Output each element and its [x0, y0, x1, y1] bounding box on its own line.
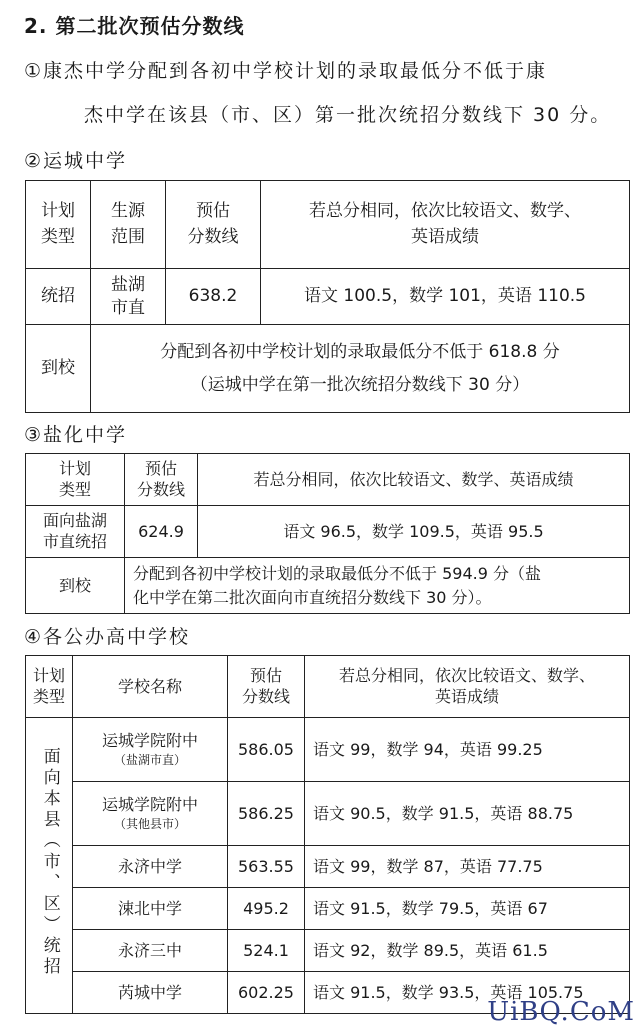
header-cell: 计划 类型 [26, 181, 91, 269]
yuncheng-score-table [25, 180, 630, 413]
plan-type-cell: 到校 [26, 325, 91, 413]
table-row [26, 846, 630, 888]
allocation-cell: 分配到各初中学校计划的录取最低分不低于 618.8 分 （运城中学在第一批次统招分数线下 30 分） [91, 325, 630, 413]
tiebreak-cell: 语文 92，数学 89.5，英语 61.5 [305, 930, 630, 972]
school-name-cell: 涑北中学 [73, 888, 228, 930]
score-cell: 524.1 [228, 930, 305, 972]
section-title-yanhua: ③盐化中学 [24, 424, 128, 446]
table-row [26, 558, 630, 614]
section-heading: 2. 第二批次预估分数线 [24, 14, 245, 38]
score-cell: 495.2 [228, 888, 305, 930]
header-cell: 预估 分数线 [125, 454, 198, 506]
score-cell: 638.2 [166, 269, 261, 325]
watermark-logo: UiBQ.CoM [487, 997, 635, 1027]
header-cell: 学校名称 [73, 656, 228, 718]
plan-type-cell: 统招 [26, 269, 91, 325]
score-cell: 602.25 [228, 972, 305, 1014]
section-title-yuncheng: ②运城中学 [24, 150, 128, 172]
table-header-row [26, 454, 630, 506]
source-range-cell: 盐湖 市直 [91, 269, 166, 325]
header-cell: 计划 类型 [26, 454, 125, 506]
table-row [26, 930, 630, 972]
yanhua-score-table [25, 453, 630, 614]
tiebreak-cell: 语文 91.5，数学 79.5，英语 67 [305, 888, 630, 930]
header-cell: 若总分相同，依次比较语文、数学、 英语成绩 [305, 656, 630, 718]
score-cell: 586.05 [228, 718, 305, 782]
school-name-cell: 永济三中 [73, 930, 228, 972]
plan-type-cell: 面向本县（市、区）统招 [26, 718, 73, 1014]
section-title-public-schools: ④各公办高中学校 [24, 626, 191, 648]
tiebreak-cell: 语文 96.5，数学 109.5，英语 95.5 [198, 506, 630, 558]
table-row [26, 325, 630, 413]
intro-line-1: ①康杰中学分配到各初中学校计划的录取最低分不低于康 [24, 60, 548, 82]
table-row [26, 506, 630, 558]
header-cell: 预估 分数线 [166, 181, 261, 269]
table-row [26, 269, 630, 325]
school-name-cell: 芮城中学 [73, 972, 228, 1014]
table-row [26, 718, 630, 782]
score-cell: 624.9 [125, 506, 198, 558]
table-header-row [26, 656, 630, 718]
header-cell: 生源 范围 [91, 181, 166, 269]
school-name-cell: 运城学院附中 （其他县市） [73, 782, 228, 846]
tiebreak-cell: 语文 91.5，数学 93.5，英语 105.75 [305, 972, 630, 1014]
header-cell: 计划 类型 [26, 656, 73, 718]
header-cell: 若总分相同，依次比较语文、数学、 英语成绩 [261, 181, 630, 269]
score-cell: 586.25 [228, 782, 305, 846]
header-cell: 若总分相同，依次比较语文、数学、英语成绩 [198, 454, 630, 506]
allocation-cell: 分配到各初中学校计划的录取最低分不低于 594.9 分（盐 化中学在第二批次面向市直统招分数线下 30 分）。 [125, 558, 630, 614]
header-cell: 预估 分数线 [228, 656, 305, 718]
table-row [26, 888, 630, 930]
intro-line-2: 杰中学在该县（市、区）第一批次统招分数线下 30 分。 [84, 104, 612, 126]
plan-type-cell: 到校 [26, 558, 125, 614]
public-schools-score-table [25, 655, 630, 1014]
table-row [26, 782, 630, 846]
school-name-cell: 永济中学 [73, 846, 228, 888]
school-name-cell: 运城学院附中 （盐湖市直） [73, 718, 228, 782]
tiebreak-cell: 语文 99，数学 94，英语 99.25 [305, 718, 630, 782]
tiebreak-cell: 语文 99，数学 87，英语 77.75 [305, 846, 630, 888]
score-cell: 563.55 [228, 846, 305, 888]
tiebreak-cell: 语文 100.5，数学 101，英语 110.5 [261, 269, 630, 325]
plan-type-cell: 面向盐湖 市直统招 [26, 506, 125, 558]
table-header-row [26, 181, 630, 269]
tiebreak-cell: 语文 90.5，数学 91.5，英语 88.75 [305, 782, 630, 846]
